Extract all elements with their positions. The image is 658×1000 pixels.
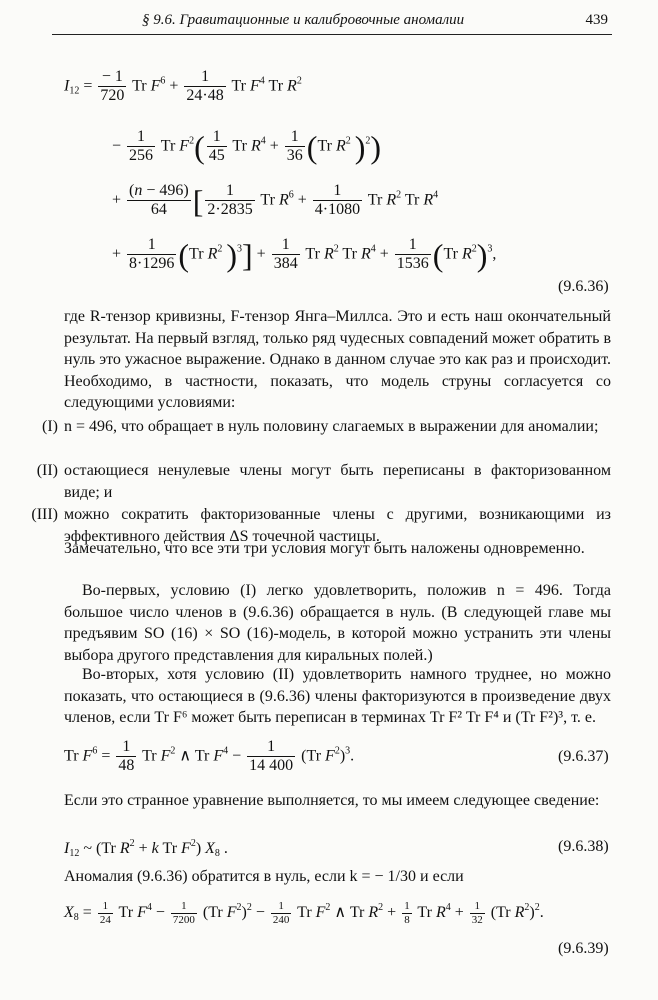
list-item-text: можно сократить факторизованные члены с другими, возникающими из эффективного действия ΔS точечной частицы. [64,506,611,545]
equation-9-6-37: Tr $F^6$ = $\frac{1}{48}$ Tr $F^2$ ∧ Tr $F^4$ − $\frac{1}{14 400}$ (Tr $F^2)^3$. [64,738,355,775]
list-item-text: остающиеся ненулевые члены могут быть переписаны в факторизованном виде; и [64,462,611,501]
list-item-text: n = 496, что обращает в нуль половину слагаемых в выражении для аномалии; [64,418,599,435]
list-item-label: (I) [42,418,58,435]
paragraph-1: где R-тензор кривизны, F-тензор Янга–Миллса. Это и есть наш окончательный результат. На первый взгляд, только ряд чудесных совпадений может обратить в нуль это ужасное выражение. Однако в данном случае это как раз и происходит. Необходимо, в частности, показать, что модель струны согласуется со следующими условиями: [64,308,611,411]
equation-number-9-6-39: (9.6.39) [558,940,609,957]
paragraph-2: Замечательно, что все эти три условия могут быть наложены одновременно. [64,540,585,557]
list-item-1 [16,416,611,460]
paragraph-6: Аномалия (9.6.36) обратится в нуль, если k = − 1/30 и если [64,868,464,885]
list-item-2 [16,460,611,504]
page-number: 439 [585,12,608,28]
equation-9-6-39: $X_8$ = $\frac{1}{24}$ Tr $F^4$ − $\frac{1}{7200}$ (Tr $F^2)^2$ − $\frac{1}{240}$ Tr $F^2$ ∧ Tr $R^2$ + $\frac{1}{8}$ Tr $R^4$ + $\frac{1}{32}$ (Tr $R^2)^2$. [64,900,544,926]
paragraph-3: Во-первых, условию (I) легко удовлетворить, положив n = 496. Тогда большое число членов в (9.6.36) обращается в нуль. (В следующей главе мы предъявим SO (16) × SO (16)-модель, в которой можно устранить эти члены выбора другого представления для киральных полей.) [64,582,611,664]
running-header [52,6,612,35]
equation-9-6-36-line-2: − $\frac{1}{256}$ Tr $F^2$( $\frac{1}{45}$ Tr $R^4$ + $\frac{1}{36}$ (Tr $R^2$ )$^2$) [112,128,382,165]
running-title: § 9.6. Гравитационные и калибровочные аномалии [142,12,465,28]
equation-9-6-36-line-3: + $\frac{(n - 496)}{64}$ [ $\frac{1}{2\cdot 2835}$ Tr $R^6$ + $\frac{1}{4\cdot 1080}$ Tr $R^2$ Tr $R^4$ [112,182,439,219]
equation-9-6-36-line-4: + $\frac{1}{8\cdot 1296}$ (Tr $R^2$ )$^3$] + $\frac{1}{384}$ Tr $R^2$ Tr $R^4$ + $\frac{1}{1536}$ (Tr $R^2)^3$, [112,236,497,273]
list-item-label: (II) [36,462,58,479]
equation-9-6-38: $I_{12}$ ~ (Tr $R^2 + k$ Tr $F^2$) $X_8$ . [64,838,228,859]
list-item-label: (III) [31,506,58,523]
equation-number-9-6-37: (9.6.37) [558,748,609,765]
equation-number-9-6-36: (9.6.36) [558,278,609,295]
paragraph-5: Если это странное уравнение выполняется, то мы имеем следующее сведение: [64,792,600,809]
equation-number-9-6-38: (9.6.38) [558,838,609,855]
equation-9-6-36-line-1: $I_{12}$ = $\frac{- 1}{720}$ Tr $F^6$ + $\frac{1}{24\cdot 48}$ Tr $F^4$ Tr $R^2$ [64,68,302,105]
paragraph-4: Во-вторых, хотя условию (II) удовлетворить намного труднее, но можно показать, что остающиеся в (9.6.36) члены факторизуются в произведение двух членов, если Tr F⁶ может быть переписан в терминах Tr F² Tr F⁴ и (Tr F²)³, т. е. [64,666,611,726]
